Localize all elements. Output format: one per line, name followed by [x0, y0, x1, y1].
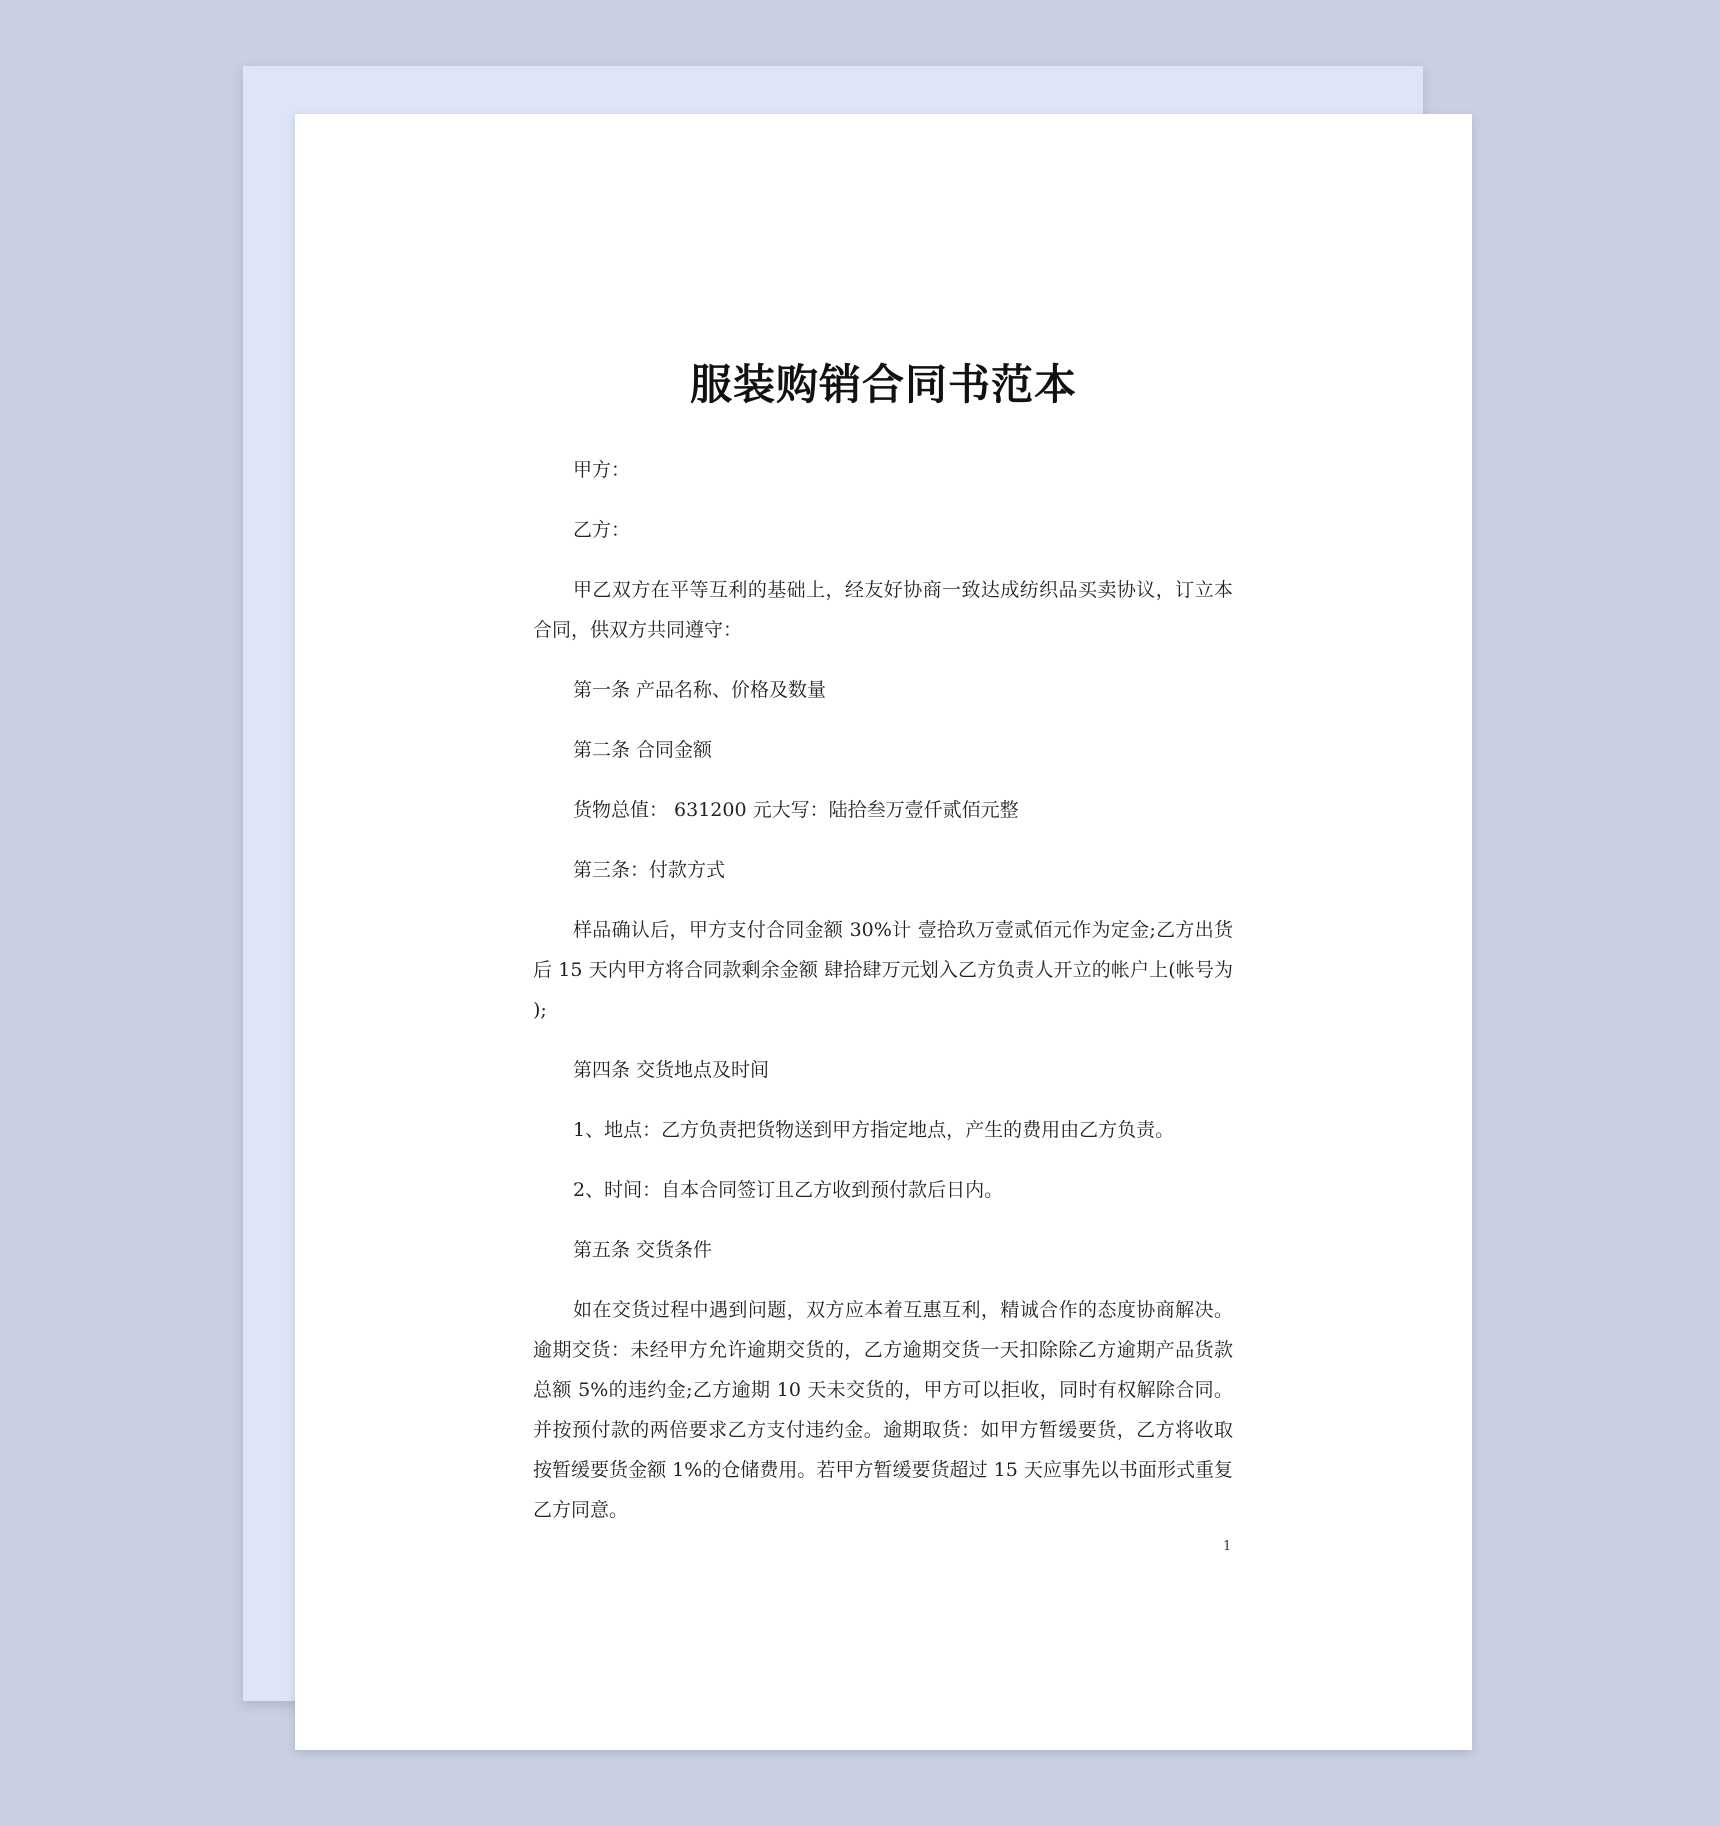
- article-4-heading: 第四条 交货地点及时间: [573, 1059, 770, 1081]
- document-title: 服装购销合同书范本: [689, 360, 1077, 409]
- page-number: 1: [1223, 1539, 1232, 1554]
- payment-paragraph: 样品确认后，甲方支付合同金额 30%计 壹拾玖万壹贰佰元作为定金;乙方出货后 15 天内甲方将合同款剩余金额 肆拾肆万元划入乙方负责人开立的帐户上(帐号为 );: [533, 919, 1233, 1021]
- delivery-location-line: 1、地点：乙方负责把货物送到甲方指定地点，产生的费用由乙方负责。: [573, 1119, 1175, 1141]
- preamble-paragraph: 甲乙双方在平等互利的基础上，经友好协商一致达成纺织品买卖协议，订立本合同，供双方共同遵守：: [533, 579, 1233, 641]
- party-b-line: 乙方：: [573, 519, 631, 541]
- party-a-line: 甲方：: [573, 459, 631, 481]
- delivery-conditions-paragraph: 如在交货过程中遇到问题，双方应本着互惠互利，精诚合作的态度协商解决。 逾期交货：未经甲方允许逾期交货的，乙方逾期交货一天扣除除乙方逾期产品货款总额 5%的违约金;乙方逾期 10 天未交货的，甲方可以拒收，同时有权解除合同。并按预付款的两倍要求乙方支付违约金。逾期取货：如甲方暂缓要货，乙方将收取按暂缓要货金额 1%的仓储费用。若甲方暂缓要货超过 15 天应事先以书面形式重复乙方同意。: [533, 1299, 1233, 1521]
- document-page: [295, 114, 1472, 1750]
- article-5-heading: 第五条 交货条件: [573, 1239, 713, 1261]
- document-body: [533, 450, 1233, 1550]
- article-1-heading: 第一条 产品名称、价格及数量: [573, 679, 827, 701]
- article-2-heading: 第二条 合同金额: [573, 739, 713, 761]
- total-value-line: 货物总值： 631200 元大写：陆拾叁万壹仟贰佰元整: [573, 799, 1019, 821]
- delivery-time-line: 2、时间：自本合同签订且乙方收到预付款后日内。: [573, 1179, 1004, 1201]
- article-3-heading: 第三条：付款方式: [573, 859, 726, 881]
